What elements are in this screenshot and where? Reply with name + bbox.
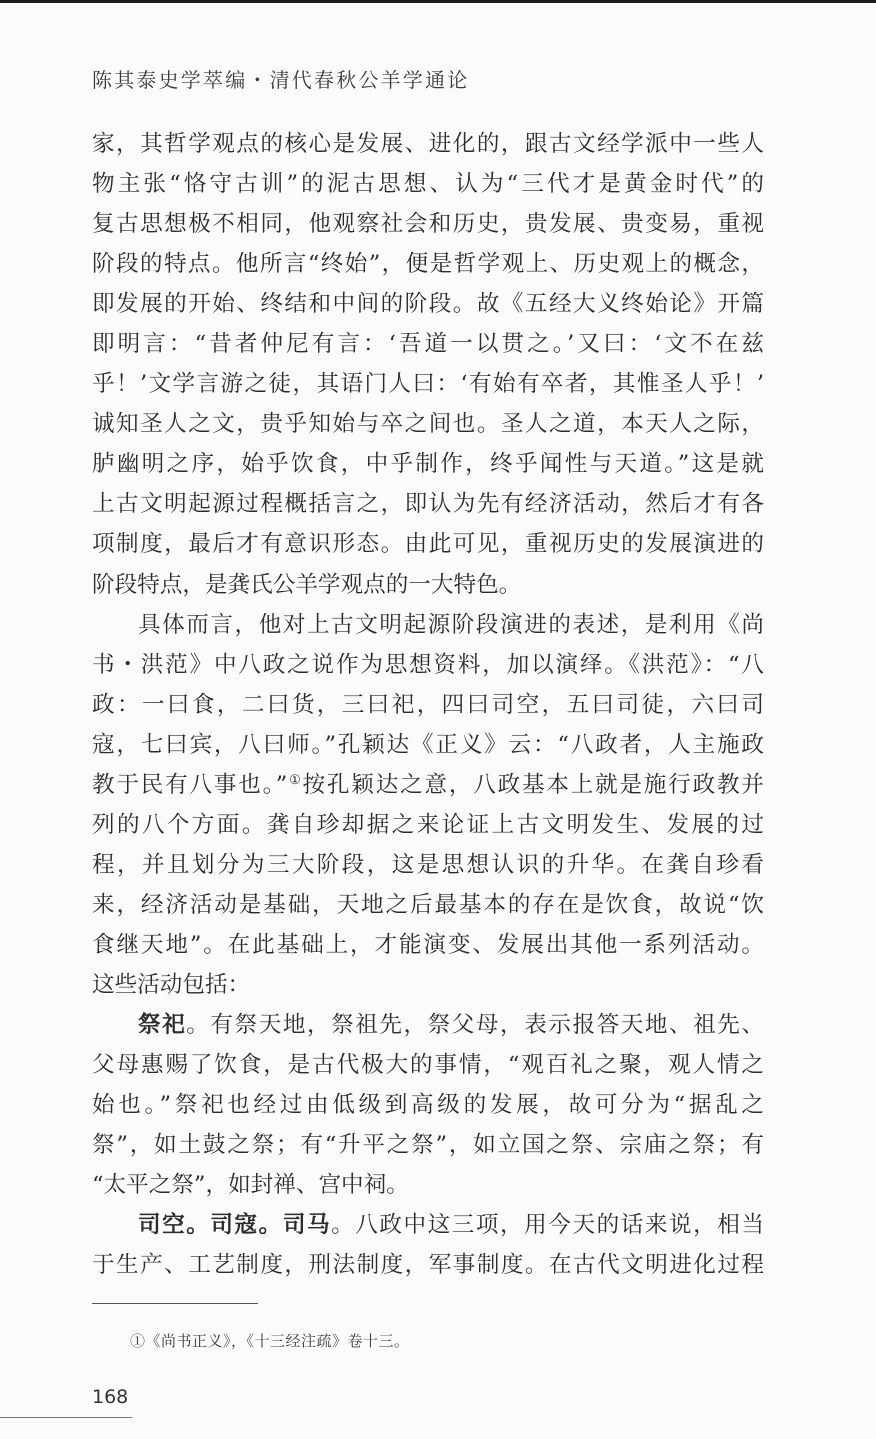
- text-line: 复古思想极不相同，他观察社会和历史，贵发展、贵变易，重视: [92, 211, 764, 238]
- text-line: 诚知圣人之文，贵乎知始与卒之间也。圣人之道，本天人之际，: [92, 411, 764, 438]
- text-line: 具体而言，他对上古文明起源阶段演进的表述，是利用《尚: [138, 611, 764, 638]
- text-line: 程，并且划分为三大阶段，这是思想认识的升华。在龚自珍看: [92, 851, 764, 878]
- text-line: 阶段特点，是龚氏公羊学观点的一大特色。: [92, 571, 522, 598]
- text-line: 于生产、工艺制度，刑法制度，军事制度。在古代文明进化过程: [92, 1252, 764, 1279]
- body-text: [92, 124, 764, 1285]
- footnote: ①《尚书正义》，《十三经注疏》卷十三。: [130, 1332, 410, 1350]
- top-rule: [0, 0, 876, 3]
- text-line: 书・洪范》中八政之说作为思想资料，加以演绎。《洪范》：“八: [92, 651, 764, 678]
- text-line: 胪幽明之序，始乎饮食，中乎制作，终乎闻性与天道。”这是就: [92, 451, 764, 478]
- text-line: 家，其哲学观点的核心是发展、进化的，跟古文经学派中一些人: [92, 131, 764, 157]
- text-line: 政：一曰食，二曰货，三曰祀，四曰司空，五曰司徒，六曰司: [92, 691, 764, 718]
- footnote-rule: [92, 1303, 258, 1304]
- text-line: 上古文明起源过程概括言之，即认为先有经济活动，然后才有各: [92, 491, 764, 518]
- text-line: 阶段的特点。他所言“终始”，便是哲学观上、历史观上的概念，: [92, 251, 764, 278]
- text-line: 乎！’文学言游之徒，其语门人曰：‘有始有卒者，其惟圣人乎！’: [92, 371, 764, 398]
- text-line: 这些活动包括：: [92, 971, 251, 998]
- text-line: 寇，七曰宾，八曰师。”孔颖达《正义》云：“八政者，人主施政: [92, 731, 764, 758]
- running-header: 陈其泰史学萃编・清代春秋公羊学通论: [92, 68, 470, 92]
- bottom-rule: [0, 1417, 132, 1418]
- text-line: 食继天地”。在此基础上，才能演变、发展出其他一系列活动。: [92, 931, 764, 958]
- text-line: 物主张“恪守古训”的泥古思想、认为“三代才是黄金时代”的: [92, 171, 764, 198]
- text-line: 司空。司寇。司马。八政中这三项，用今天的话来说，相当: [138, 1212, 765, 1239]
- text-line: 父母惠赐了饮食，是古代极大的事情，“观百礼之聚，观人情之: [92, 1052, 764, 1079]
- text-line: 始也。”祭祀也经过由低级到高级的发展，故可分为“据乱之: [92, 1092, 764, 1119]
- text-line: 列的八个方面。龚自珍却据之来论证上古文明发生、发展的过: [92, 811, 764, 838]
- page-number: 168: [92, 1386, 129, 1408]
- bold-term: 祭祀: [138, 1012, 187, 1039]
- text-line: 即明言：“昔者仲尼有言：‘吾道一以贯之。’又曰：‘文不在兹: [92, 331, 764, 358]
- text-line: “太平之祭”，如封禅、宫中祠。: [92, 1172, 409, 1199]
- text-line: 祭”，如土鼓之祭；有“升平之祭”，如立国之祭、宗庙之祭；有: [92, 1132, 764, 1159]
- text-line: 项制度，最后才有意识形态。由此可见，重视历史的发展演进的: [92, 531, 764, 558]
- text-line: 祭祀。有祭天地，祭祖先，祭父母，表示报答天地、祖先、: [138, 1012, 765, 1039]
- bold-term: 司空。司寇。司马: [138, 1212, 332, 1239]
- footnote-ref: ①: [287, 772, 303, 788]
- text-line: 来，经济活动是基础，天地之后最基本的存在是饮食，故说“饮: [92, 891, 764, 918]
- text-line: 教于民有八事也。”①按孔颖达之意，八政基本上就是施行政教并: [92, 771, 765, 798]
- text-line: 即发展的开始、终结和中间的阶段。故《五经大义终始论》开篇: [92, 291, 764, 318]
